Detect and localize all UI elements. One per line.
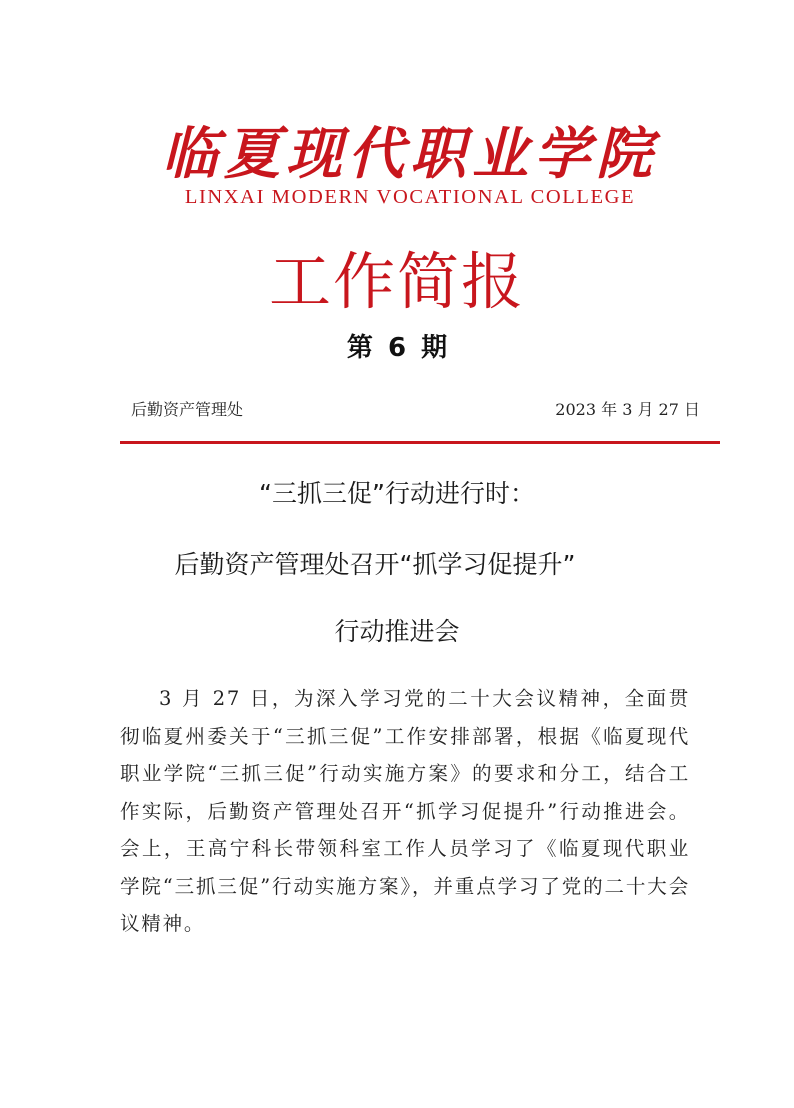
issuing-department: 后勤资产管理处	[131, 400, 244, 419]
red-divider-line	[120, 441, 720, 444]
issue-date: 2023 年 3 月 27 日	[555, 400, 700, 419]
article-headline-line-2: 后勤资产管理处召开“抓学习促提升”	[174, 550, 576, 579]
college-logo-chinese: 临夏现代职业学院	[162, 121, 658, 187]
college-logo-english: LINXAI MODERN VOCATIONAL COLLEGE	[184, 186, 636, 208]
article-body-paragraph: 3 月 27 日，为深入学习党的二十大会议精神，全面贯彻临夏州委关于“三抓三促”工作安排部署，根据《临夏现代职业学院“三抓三促”行动实施方案》的要求和分工，结合工作实际，后勤资产管理处召开“抓学习促提升”行动推进会。会上，王高宁科长带领科室工作人员学习了《临夏现代职业学院“三抓三促”行动实施方案》，并重点学习了党的二十大会议精神。	[120, 687, 690, 935]
issue-number: 第 6 期	[346, 333, 448, 363]
article-headline-line-3: 行动推进会	[334, 617, 460, 646]
bulletin-title: 工作简报	[268, 245, 525, 318]
article-headline-line-1: “三抓三促”行动进行时：	[259, 479, 535, 508]
